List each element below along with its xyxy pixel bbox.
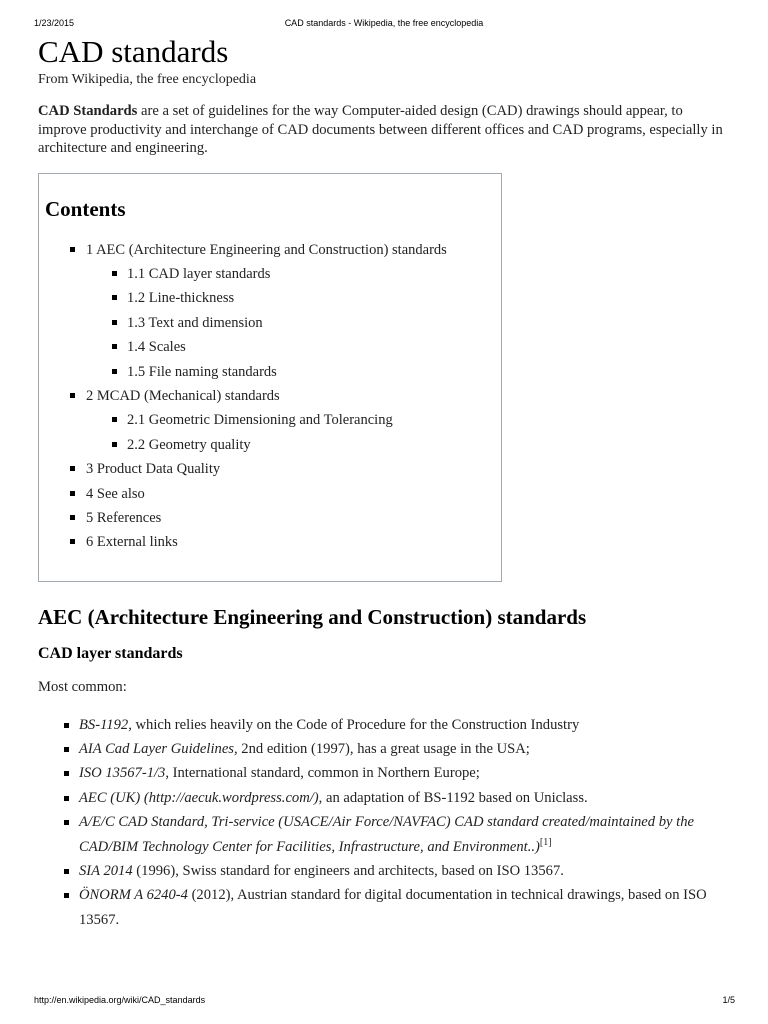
bullet-icon [112,369,117,374]
page-title: CAD standards [38,34,229,69]
bullet-icon [64,796,69,801]
toc-heading: Contents [45,196,126,221]
toc-item-label: 1.4 Scales [127,339,186,356]
toc-item[interactable] [39,311,501,335]
standard-description: , an adaptation of BS-1192 based on Uniclass. [318,789,588,806]
bullet-icon [70,466,75,471]
toc-item[interactable] [39,335,501,359]
toc-item-label: 4 See also [86,485,145,502]
bullet-icon [64,820,69,825]
toc-item-label: 3 Product Data Quality [86,461,221,478]
bullet-icon [64,723,69,728]
table-of-contents [38,173,502,582]
list-item [38,883,728,932]
bullet-icon [70,515,75,520]
standard-link[interactable]: BS-1192 [79,716,129,733]
intro-bold-term: CAD Standards [38,103,138,119]
toc-item-label: 1.5 File naming standards [127,363,277,380]
toc-item-label: 1 AEC (Architecture Engineering and Construction) standards [86,241,447,258]
toc-item-label: 2 MCAD (Mechanical) standards [86,387,280,404]
bullet-icon [70,491,75,496]
bullet-icon [112,344,117,349]
reference-link[interactable]: [1] [539,836,552,848]
standard-link[interactable]: AIA Cad Layer Guidelines [79,740,234,757]
toc-item[interactable] [39,506,501,530]
bullet-icon [64,893,69,898]
bullet-icon [112,271,117,276]
list-item [38,859,728,883]
list-item [38,761,728,785]
subsection-heading: CAD layer standards [38,644,183,662]
standard-link[interactable]: ISO 13567-1/3 [79,765,166,782]
bullet-icon [64,771,69,776]
standard-description: , 2nd edition (1997), has a great usage in the USA; [233,740,530,757]
standard-link[interactable]: ÖNORM A 6240-4 [79,887,188,904]
toc-item-label: 2.2 Geometry quality [127,436,251,453]
toc-item[interactable] [39,360,501,384]
intro-text: are a set of guidelines for the way Computer-aided design (CAD) drawings should appear, to improve productivity and interchange of CAD documents between different offices and CAD programs, especially in architecture and engineering. [38,103,723,156]
standard-link[interactable]: AEC (UK) (http://aecuk.wordpress.com/) [79,789,319,806]
standard-description: (2012), Austrian standard for digital documentation in technical drawings, based on ISO 13567. [79,887,707,928]
bullet-icon [70,539,75,544]
bullet-icon [112,442,117,447]
standards-list [38,713,728,933]
toc-item[interactable] [39,408,501,432]
intro-paragraph [38,102,728,158]
list-item [38,810,728,859]
bullet-icon [112,295,117,300]
print-url: http://en.wikipedia.org/wiki/CAD_standards [34,995,206,1005]
standard-description: , which relies heavily on the Code of Procedure for the Construction Industry [128,716,580,733]
article-content [38,34,728,932]
toc-item[interactable] [39,457,501,481]
tagline: From Wikipedia, the free encyclopedia [38,72,257,87]
toc-item[interactable] [39,286,501,310]
toc-item-label: 6 External links [86,534,178,551]
list-item [38,737,728,761]
toc-item[interactable] [39,238,501,262]
bullet-icon [112,417,117,422]
standard-description: , International standard, common in Northern Europe; [165,765,480,782]
bullet-icon [70,393,75,398]
toc-list [39,238,501,555]
standard-description: (1996), Swiss standard for engineers and architects, based on ISO 13567. [132,862,564,879]
bullet-icon [64,747,69,752]
toc-item[interactable] [39,530,501,554]
toc-item[interactable] [39,262,501,286]
toc-item-label: 5 References [86,509,162,526]
bullet-icon [64,869,69,874]
print-date: 1/23/2015 [34,18,75,28]
toc-item[interactable] [39,482,501,506]
toc-item-label: 2.1 Geometric Dimensioning and Tolerancing [127,412,393,429]
section-heading: AEC (Architecture Engineering and Construction) standards [38,604,587,629]
section-lead: Most common: [38,678,127,695]
standard-link[interactable]: A/E/C CAD Standard, Tri-service (USACE/Air Force/NAVFAC) CAD standard created/maintained by the CAD/BIM Technology Center for Facilities, Infrastructure, and Environment..) [79,814,694,855]
toc-item-label: 1.2 Line-thickness [127,290,235,307]
bullet-icon [112,320,117,325]
toc-item-label: 1.1 CAD layer standards [127,265,271,282]
print-page-number: 1/5 [722,995,735,1005]
standard-link[interactable]: SIA 2014 [79,862,133,879]
toc-item-label: 1.3 Text and dimension [127,314,263,331]
toc-item[interactable] [39,433,501,457]
list-item [38,786,728,810]
bullet-icon [70,247,75,252]
toc-item[interactable] [39,384,501,408]
list-item [38,713,728,737]
print-page-title: CAD standards - Wikipedia, the free encyclopedia [284,18,484,28]
